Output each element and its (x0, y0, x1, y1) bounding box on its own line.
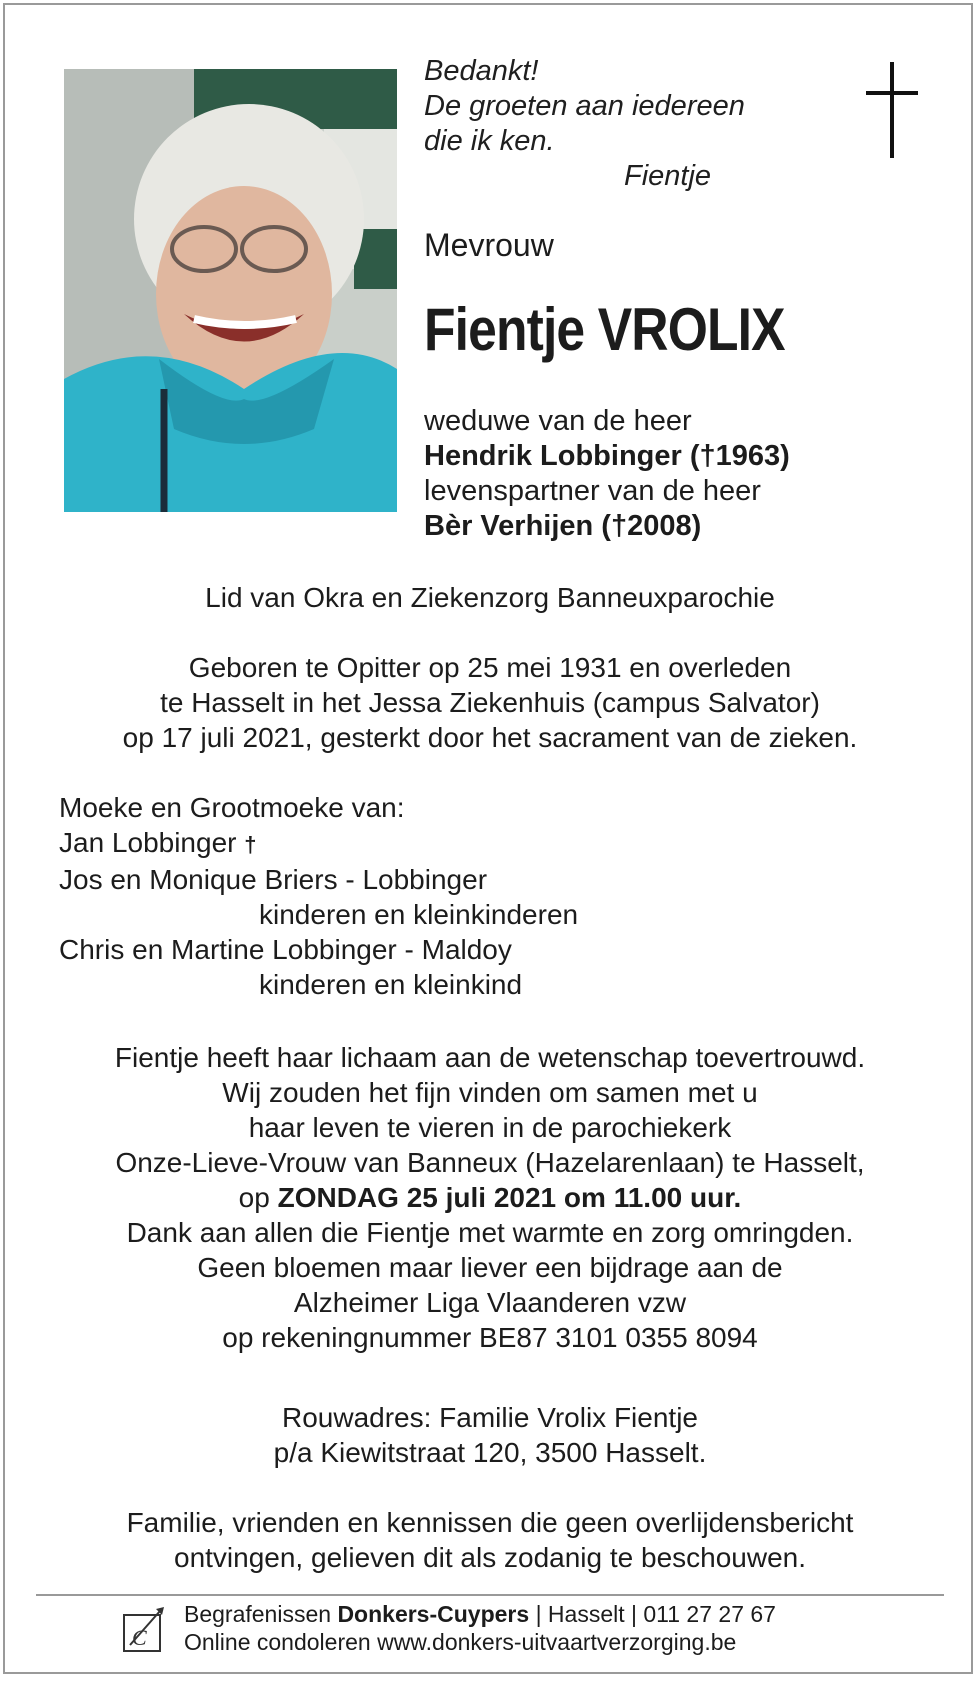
partner-label: levenspartner van de heer (424, 475, 761, 507)
quote-signature: Fientje (624, 160, 712, 192)
condolence-label: Online condoleren (184, 1629, 371, 1655)
family-member-name: Jan Lobbinger (59, 827, 237, 858)
text-line: Familie, vrienden en kennissen die geen overlijdensbericht (126, 1507, 854, 1538)
partner-name: Bèr Verhijen (†2008) (424, 510, 702, 542)
funeral-home-name: Donkers-Cuypers (337, 1601, 530, 1627)
funeral-contact: | Hasselt | 011 27 27 67 (535, 1601, 776, 1627)
widow-label: weduwe van de heer (424, 405, 692, 437)
mourning-address (40, 1400, 940, 1470)
text-line: Fientje heeft haar lichaam aan de wetenschap toevertrouwd. (114, 1042, 866, 1073)
quote-line: die ik ken. (424, 125, 555, 157)
portrait-photo (64, 69, 397, 512)
family-list (59, 790, 578, 1002)
birth-death-text (40, 650, 940, 755)
deceased-name: Fientje VROLIX (424, 296, 785, 363)
relations-block (424, 404, 790, 544)
text-line: Onze-Lieve-Vrouw van Banneux (Hazelarenlaan) te Hasselt, (115, 1147, 865, 1178)
farewell-quote (424, 54, 745, 194)
text-line: Geboren te Opitter op 25 mei 1931 en overleden (188, 652, 792, 683)
quote-line: Bedankt! (424, 55, 539, 87)
ceremony-date-line (40, 1180, 940, 1215)
family-member-sub: kinderen en kleinkind (259, 969, 523, 1000)
cross-icon (862, 62, 922, 158)
funeral-prefix: Begrafenissen (184, 1601, 332, 1627)
date-prefix: op (238, 1182, 270, 1213)
family-heading: Moeke en Grootmoeke van: (59, 792, 405, 823)
notice-text (40, 1505, 940, 1575)
svg-text:C: C (132, 1625, 147, 1650)
text-line: p/a Kiewitstraat 120, 3500 Hasselt. (273, 1437, 707, 1468)
ceremony-text (40, 1040, 940, 1355)
family-member: Jos en Monique Briers - Lobbinger (59, 864, 488, 895)
small-cross-icon: † (244, 832, 257, 857)
ceremony-date: ZONDAG 25 juli 2021 om 11.00 uur. (277, 1182, 742, 1213)
text-line: op 17 juli 2021, gesterkt door het sacrament van de zieken. (122, 722, 858, 753)
text-line: te Hasselt in het Jessa Ziekenhuis (campus Salvator) (160, 687, 820, 718)
honorific: Mevrouw (424, 227, 554, 263)
membership-text: Lid van Okra en Ziekenzorg Banneuxparochie (205, 582, 775, 613)
text-line: ontvingen, gelieven dit als zodanig te beschouwen. (174, 1542, 806, 1573)
family-member-sub: kinderen en kleinkinderen (259, 899, 579, 930)
text-line: Rouwadres: Familie Vrolix Fientje (282, 1402, 698, 1433)
funeral-home-logo-icon (120, 1605, 168, 1655)
website-link[interactable]: www.donkers-uitvaartverzorging.be (377, 1629, 737, 1655)
footer-divider (36, 1594, 944, 1596)
condolence-line (184, 1628, 776, 1656)
husband-name: Hendrik Lobbinger (†1963) (424, 440, 790, 472)
text-line: Geen bloemen maar liever een bijdrage aan de (197, 1252, 783, 1283)
funeral-home-info (184, 1600, 776, 1656)
text-line: op rekeningnummer BE87 3101 0355 8094 (222, 1322, 758, 1353)
funeral-home-line (184, 1600, 776, 1628)
text-line: Alzheimer Liga Vlaanderen vzw (293, 1287, 687, 1318)
text-line: haar leven te vieren in de parochiekerk (248, 1112, 732, 1143)
quote-line: De groeten aan iedereen (424, 90, 745, 122)
family-member: Chris en Martine Lobbinger - Maldoy (59, 934, 512, 965)
text-line: Wij zouden het fijn vinden om samen met u (222, 1077, 758, 1108)
family-member (59, 825, 578, 862)
text-line: Dank aan allen die Fientje met warmte en zorg omringden. (126, 1217, 854, 1248)
